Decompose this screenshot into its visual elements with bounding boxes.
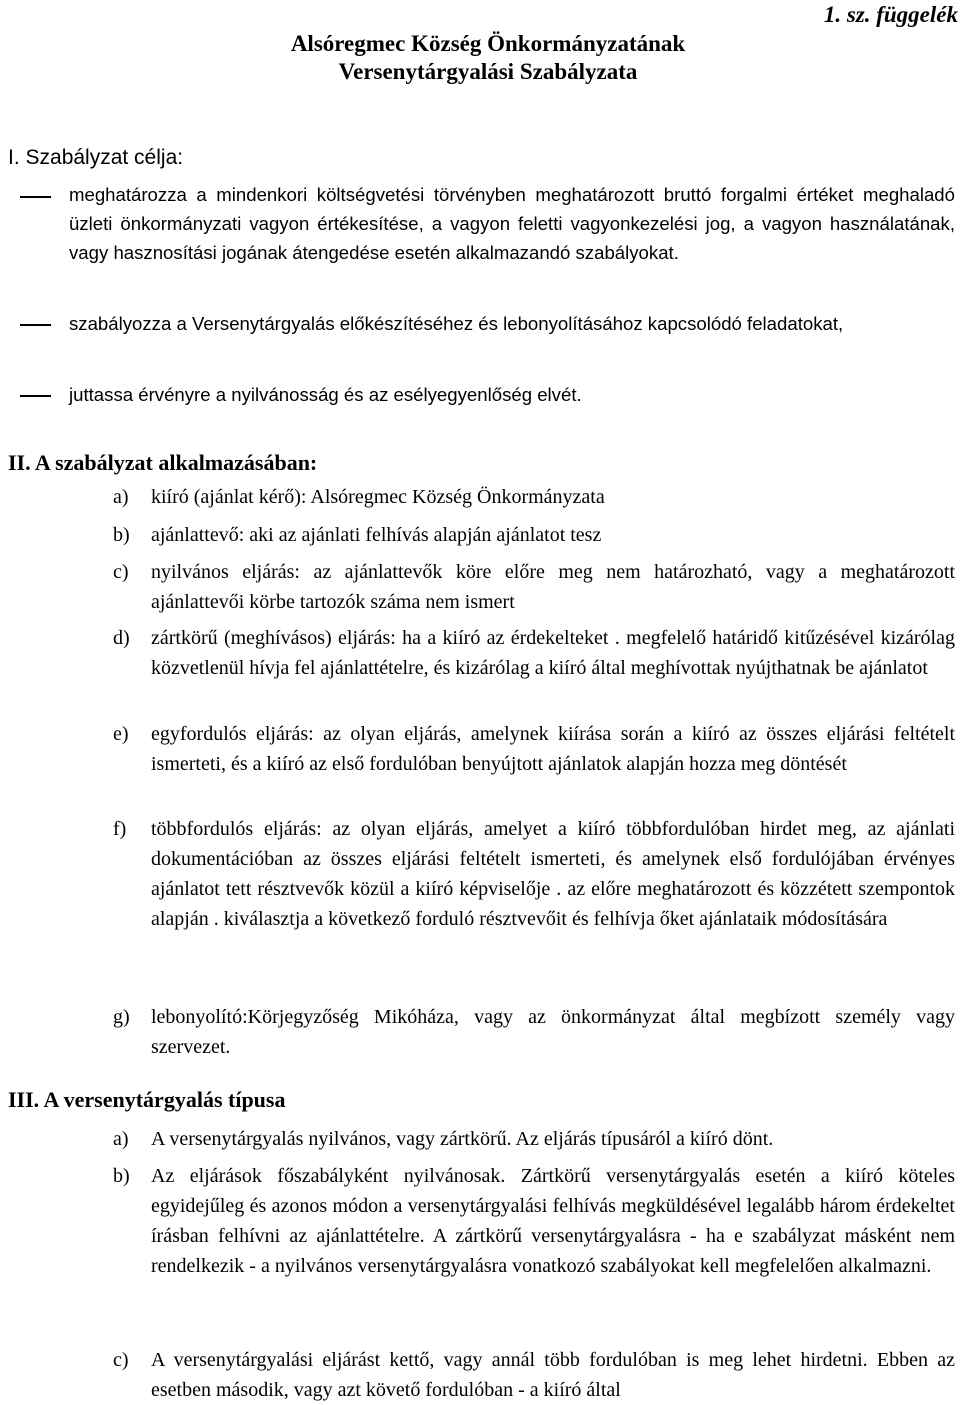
- definition-item: egyfordulós eljárás: az olyan eljárás, amelynek kiírása során a kiíró az összes eljárási feltételt ismerteti, és a kiíró az első fordulóban benyújtott ajánlatok alapján hozza meg döntését: [151, 723, 955, 775]
- appendix-label: 1. sz. függelék: [823, 2, 958, 27]
- item-label: b): [113, 1165, 130, 1187]
- item-label: c): [113, 561, 129, 583]
- item-label: f): [113, 818, 127, 840]
- type-item: Az eljárások főszabályként nyilvánosak. Zártkörű versenytárgyalás esetén a kiíró köteles egyidejűleg és azonos módon a versenytárgyalási felhívás megküldésével legalább három érdekeltet írásban felhívni az ajánlattételre. A zártkörű versenytárgyalásra - ha e szabályzat másként nem rendelkezik - a nyilvános versenytárgyalásra vonatkozó szabályokat kell megfelelően alkalmazni.: [151, 1165, 955, 1277]
- title-line-2: Versenytárgyalási Szabályzata: [338, 59, 638, 84]
- type-item: A versenytárgyalási eljárást kettő, vagy annál több fordulóban is meg lehet hirdetni. Ebben az esetben második, vagy azt követő fordulóban - a kiíró által: [151, 1349, 955, 1401]
- definition-item: kiíró (ajánlat kérő): Alsóregmec Község Önkormányzata: [151, 486, 605, 508]
- item-label: d): [113, 627, 130, 649]
- section-1-item: szabályozza a Versenytárgyalás előkészítéséhez és lebonyolításához kapcsolódó feladatokat,: [69, 313, 844, 334]
- definition-item: ajánlattevő: aki az ajánlati felhívás alapján ajánlatot tesz: [151, 524, 602, 546]
- definition-item: nyilvános eljárás: az ajánlattevők köre előre meg nem határozható, vagy a meghatározott ajánlattevői körbe tartozók száma nem ismert: [151, 561, 955, 613]
- type-item: A versenytárgyalás nyilvános, vagy zártkörű. Az eljárás típusáról a kiíró dönt.: [151, 1128, 774, 1150]
- item-label: b): [113, 524, 130, 546]
- section-2-heading: II. A szabályzat alkalmazásában:: [8, 450, 318, 475]
- item-label: g): [113, 1006, 130, 1028]
- title-line-1: Alsóregmec Község Önkormányzatának: [290, 31, 686, 56]
- section-1-item: meghatározza a mindenkori költségvetési törvényben meghatározott bruttó forgalmi értéket meghaladó üzleti önkormányzati vagyon értékesítése, a vagyon feletti vagyonkezelési jog, a vagyon használatának, vagy hasznosítási jogának átengedése esetén alkalmazandó szabályokat.: [69, 184, 955, 263]
- item-label: c): [113, 1349, 129, 1371]
- dash-bullet-icon: [20, 395, 51, 397]
- section-1-item: juttassa érvényre a nyilvánosság és az esélyegyenlőség elvét.: [69, 384, 582, 405]
- item-label: a): [113, 486, 129, 508]
- definition-item: zártkörű (meghívásos) eljárás: ha a kiíró az érdekelteket . megfelelő határidő kitűzésével kizárólag közvetlenül hívja fel ajánlattételre, és kizárólag a kiíró által meghívottak nyújthatnak be ajánlatot: [151, 627, 955, 679]
- definition-item: lebonyolító:Körjegyzőség Mikóháza, vagy az önkormányzat által megbízott személy vagy szervezet.: [151, 1006, 955, 1058]
- dash-bullet-icon: [20, 324, 51, 326]
- dash-bullet-icon: [20, 196, 51, 198]
- definition-item: többfordulós eljárás: az olyan eljárás, amelyet a kiíró többfordulóban hirdet meg, az ajánlati dokumentációban az összes eljárási feltételt ismerteti, és amelynek első fordulójában érvényes ajánlatot tett résztvevők közül a kiíró képviselője . az előre meghatározott és közzétett szempontok alapján . kiválasztja a következő forduló résztvevőit és felhívja őket ajánlataik módosítására: [151, 818, 955, 930]
- item-label: e): [113, 723, 129, 745]
- section-3-heading: III. A versenytárgyalás típusa: [8, 1087, 286, 1112]
- document-title: [160, 30, 816, 86]
- section-1-heading: I. Szabályzat célja:: [8, 146, 184, 169]
- item-label: a): [113, 1128, 129, 1150]
